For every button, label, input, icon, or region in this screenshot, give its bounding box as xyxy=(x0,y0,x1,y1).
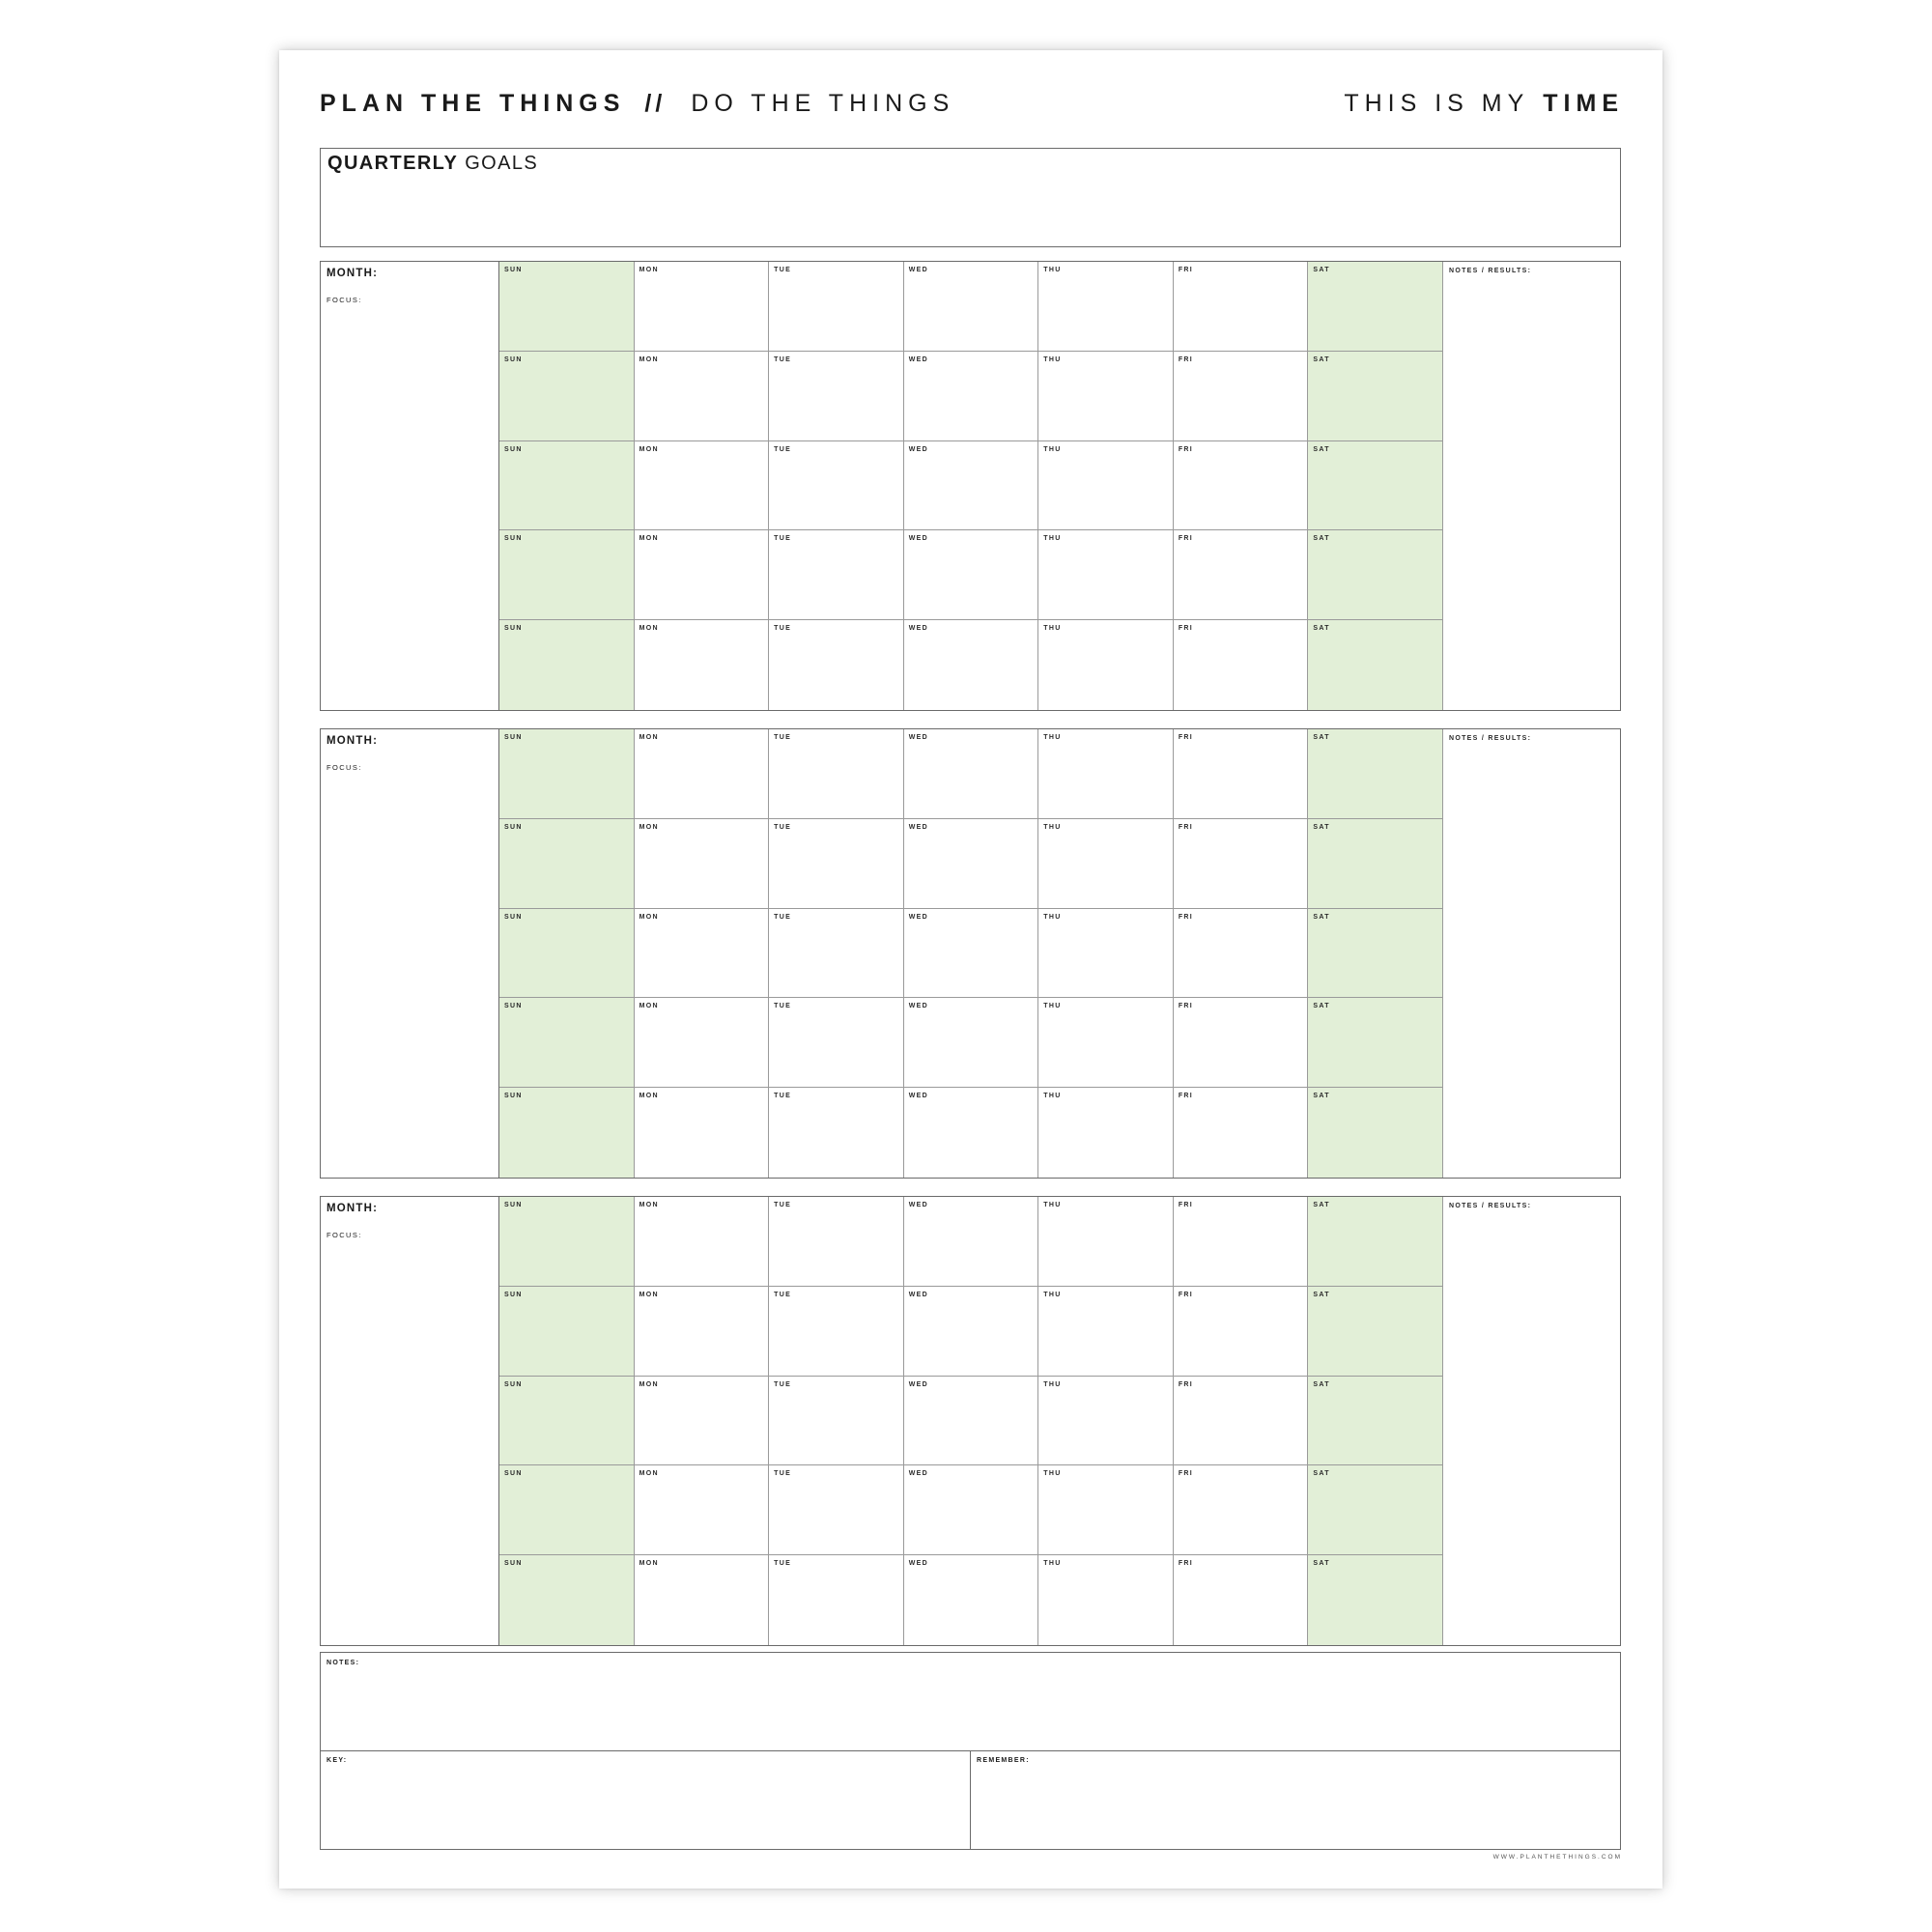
header-do-text: DO THE THINGS xyxy=(691,89,955,117)
day-cell[interactable] xyxy=(769,262,904,352)
day-cell[interactable] xyxy=(1038,819,1174,909)
day-label: SUN xyxy=(504,823,523,831)
day-label: THU xyxy=(1043,1202,1062,1208)
day-cell[interactable] xyxy=(904,1465,1039,1555)
day-label: SAT xyxy=(1313,445,1330,453)
day-label: MON xyxy=(639,355,659,363)
day-cell[interactable] xyxy=(1174,441,1309,531)
day-cell[interactable] xyxy=(635,262,770,352)
day-label: WED xyxy=(908,1380,928,1388)
day-label: TUE xyxy=(774,1003,792,1010)
day-cell[interactable] xyxy=(769,620,904,710)
day-label: SUN xyxy=(504,913,523,921)
day-label: THU xyxy=(1043,267,1062,273)
header-this-is-my-text: THIS IS MY xyxy=(1344,89,1530,117)
day-cell[interactable] xyxy=(1038,1465,1174,1555)
day-cell[interactable] xyxy=(499,909,635,999)
day-label: MON xyxy=(639,734,659,741)
day-label: TUE xyxy=(774,1291,792,1298)
day-label: FRI xyxy=(1178,1291,1194,1298)
notes-results-label: NOTES / RESULTS: xyxy=(1449,735,1532,742)
day-cell[interactable] xyxy=(499,352,635,441)
day-cell[interactable] xyxy=(904,1197,1039,1287)
day-cell[interactable] xyxy=(769,819,904,909)
day-cell[interactable] xyxy=(769,441,904,531)
day-cell[interactable] xyxy=(635,352,770,441)
day-label: SUN xyxy=(504,1560,523,1568)
day-cell[interactable] xyxy=(1308,1465,1443,1555)
day-cell[interactable] xyxy=(769,998,904,1088)
day-cell[interactable] xyxy=(1038,1377,1174,1466)
day-cell[interactable] xyxy=(1174,819,1309,909)
day-cell[interactable] xyxy=(904,1377,1039,1466)
day-cell[interactable] xyxy=(499,1088,635,1178)
day-label: FRI xyxy=(1178,1470,1194,1478)
day-cell[interactable] xyxy=(1308,441,1443,531)
day-label: MON xyxy=(639,1093,659,1100)
day-label: TUE xyxy=(774,267,792,273)
day-label: WED xyxy=(908,823,928,831)
day-cell[interactable] xyxy=(1174,909,1309,999)
header-left xyxy=(320,90,954,118)
month-block xyxy=(320,261,1621,711)
day-label: SUN xyxy=(504,355,523,363)
day-cell[interactable] xyxy=(1308,909,1443,999)
planner-header xyxy=(320,87,1624,120)
day-cell[interactable] xyxy=(1308,1377,1443,1466)
focus-label: FOCUS: xyxy=(327,1231,362,1239)
day-label: SAT xyxy=(1313,1202,1330,1208)
month-block xyxy=(320,728,1621,1179)
day-label: TUE xyxy=(774,1093,792,1100)
day-label: MON xyxy=(639,1380,659,1388)
day-cell[interactable] xyxy=(1174,729,1309,819)
day-label: WED xyxy=(908,734,928,741)
day-label: TUE xyxy=(774,1560,792,1568)
day-label: THU xyxy=(1043,913,1062,921)
day-cell[interactable] xyxy=(499,1555,635,1645)
day-cell[interactable] xyxy=(499,441,635,531)
notes-results-panel[interactable] xyxy=(1443,1197,1620,1645)
day-label: FRI xyxy=(1178,625,1194,633)
day-cell[interactable] xyxy=(1174,1555,1309,1645)
day-label: TUE xyxy=(774,913,792,921)
day-cell[interactable] xyxy=(769,1287,904,1377)
day-cell[interactable] xyxy=(1308,1197,1443,1287)
quarterly-goals-title-light: GOALS xyxy=(465,153,539,174)
day-cell[interactable] xyxy=(1174,1088,1309,1178)
day-cell[interactable] xyxy=(635,620,770,710)
day-cell[interactable] xyxy=(769,1465,904,1555)
quarterly-goals-box[interactable] xyxy=(320,148,1621,247)
day-label: FRI xyxy=(1178,1560,1194,1568)
month-block xyxy=(320,1196,1621,1646)
website-url: WWW.PLANTHETHINGS.COM xyxy=(1492,1854,1622,1861)
day-cell[interactable] xyxy=(1174,620,1309,710)
day-cell[interactable] xyxy=(769,1197,904,1287)
day-cell[interactable] xyxy=(1174,530,1309,620)
month-side-panel[interactable] xyxy=(321,262,499,710)
day-label: TUE xyxy=(774,1470,792,1478)
day-cell[interactable] xyxy=(769,1377,904,1466)
month-label: MONTH: xyxy=(327,1203,379,1214)
day-label: TUE xyxy=(774,734,792,741)
day-cell[interactable] xyxy=(904,1555,1039,1645)
month-label: MONTH: xyxy=(327,268,379,279)
day-label: SAT xyxy=(1313,1560,1330,1568)
day-label: THU xyxy=(1043,823,1062,831)
day-label: SUN xyxy=(504,734,523,741)
day-label: MON xyxy=(639,1470,659,1478)
day-label: THU xyxy=(1043,1003,1062,1010)
day-cell[interactable] xyxy=(769,530,904,620)
day-label: FRI xyxy=(1178,1003,1194,1010)
day-label: TUE xyxy=(774,355,792,363)
day-label: SAT xyxy=(1313,1093,1330,1100)
day-label: FRI xyxy=(1178,1380,1194,1388)
notes-results-panel[interactable] xyxy=(1443,729,1620,1178)
key-box[interactable] xyxy=(321,1751,971,1849)
day-label: TUE xyxy=(774,1202,792,1208)
day-cell[interactable] xyxy=(904,262,1039,352)
day-cell[interactable] xyxy=(1174,1197,1309,1287)
day-label: WED xyxy=(908,535,928,543)
day-label: MON xyxy=(639,535,659,543)
month-label: MONTH: xyxy=(327,735,379,747)
header-plan-text: PLAN THE THINGS xyxy=(320,89,626,117)
day-label: SAT xyxy=(1313,1470,1330,1478)
focus-label: FOCUS: xyxy=(327,296,362,304)
header-right xyxy=(1344,90,1624,118)
day-label: SUN xyxy=(504,625,523,633)
day-cell[interactable] xyxy=(1308,262,1443,352)
day-label: THU xyxy=(1043,734,1062,741)
day-label: WED xyxy=(908,355,928,363)
day-cell[interactable] xyxy=(1038,729,1174,819)
day-cell[interactable] xyxy=(635,1088,770,1178)
day-cell[interactable] xyxy=(499,819,635,909)
month-side-panel[interactable] xyxy=(321,1197,499,1645)
day-cell[interactable] xyxy=(769,909,904,999)
day-label: WED xyxy=(908,267,928,273)
day-cell[interactable] xyxy=(1308,998,1443,1088)
day-label: MON xyxy=(639,1291,659,1298)
day-cell[interactable] xyxy=(1174,1287,1309,1377)
day-label: THU xyxy=(1043,1560,1062,1568)
day-cell[interactable] xyxy=(904,998,1039,1088)
day-cell[interactable] xyxy=(1308,1555,1443,1645)
day-label: SAT xyxy=(1313,267,1330,273)
day-label: SUN xyxy=(504,1291,523,1298)
day-cell[interactable] xyxy=(635,729,770,819)
day-label: MON xyxy=(639,267,659,273)
day-label: WED xyxy=(908,1003,928,1010)
day-cell[interactable] xyxy=(904,620,1039,710)
calendar-grid xyxy=(499,262,1443,710)
day-label: SUN xyxy=(504,1470,523,1478)
day-label: WED xyxy=(908,913,928,921)
day-cell[interactable] xyxy=(499,262,635,352)
day-cell[interactable] xyxy=(769,1088,904,1178)
day-cell[interactable] xyxy=(904,441,1039,531)
planner-sheet xyxy=(279,50,1662,1889)
notes-results-label: NOTES / RESULTS: xyxy=(1449,268,1532,274)
day-label: THU xyxy=(1043,625,1062,633)
day-label: THU xyxy=(1043,535,1062,543)
day-label: TUE xyxy=(774,445,792,453)
day-cell[interactable] xyxy=(1308,1088,1443,1178)
notes-label: NOTES: xyxy=(327,1660,360,1666)
day-label: SAT xyxy=(1313,913,1330,921)
day-label: FRI xyxy=(1178,445,1194,453)
day-label: WED xyxy=(908,1470,928,1478)
day-label: SAT xyxy=(1313,535,1330,543)
day-label: WED xyxy=(908,1291,928,1298)
day-label: TUE xyxy=(774,1380,792,1388)
day-cell[interactable] xyxy=(1038,620,1174,710)
remember-label: REMEMBER: xyxy=(977,1757,1030,1764)
day-cell[interactable] xyxy=(635,1555,770,1645)
day-label: FRI xyxy=(1178,355,1194,363)
day-cell[interactable] xyxy=(1174,1377,1309,1466)
day-label: THU xyxy=(1043,445,1062,453)
day-cell[interactable] xyxy=(1038,1197,1174,1287)
day-cell[interactable] xyxy=(1174,1465,1309,1555)
day-cell[interactable] xyxy=(1038,530,1174,620)
day-cell[interactable] xyxy=(904,352,1039,441)
day-label: WED xyxy=(908,445,928,453)
day-cell[interactable] xyxy=(1038,909,1174,999)
remember-box[interactable] xyxy=(971,1751,1620,1849)
day-cell[interactable] xyxy=(1308,352,1443,441)
day-cell[interactable] xyxy=(499,1377,635,1466)
day-label: THU xyxy=(1043,1093,1062,1100)
day-label: MON xyxy=(639,445,659,453)
day-label: THU xyxy=(1043,355,1062,363)
day-label: TUE xyxy=(774,823,792,831)
day-cell[interactable] xyxy=(769,729,904,819)
key-label: KEY: xyxy=(327,1757,348,1764)
day-cell[interactable] xyxy=(635,1377,770,1466)
day-label: FRI xyxy=(1178,734,1194,741)
day-label: SUN xyxy=(504,445,523,453)
day-cell[interactable] xyxy=(1308,620,1443,710)
day-cell[interactable] xyxy=(904,729,1039,819)
day-cell[interactable] xyxy=(499,1465,635,1555)
day-cell[interactable] xyxy=(1174,352,1309,441)
notes-box[interactable] xyxy=(321,1653,1620,1751)
day-cell[interactable] xyxy=(1308,729,1443,819)
day-label: MON xyxy=(639,913,659,921)
day-label: FRI xyxy=(1178,267,1194,273)
day-label: TUE xyxy=(774,535,792,543)
day-label: FRI xyxy=(1178,913,1194,921)
day-label: SUN xyxy=(504,1003,523,1010)
day-label: THU xyxy=(1043,1291,1062,1298)
header-separator: // xyxy=(644,89,667,117)
day-cell[interactable] xyxy=(904,819,1039,909)
focus-label: FOCUS: xyxy=(327,763,362,772)
day-cell[interactable] xyxy=(635,998,770,1088)
day-label: SUN xyxy=(504,1202,523,1208)
calendar-grid xyxy=(499,1197,1443,1645)
day-label: THU xyxy=(1043,1380,1062,1388)
quarterly-goals-title-bold: QUARTERLY xyxy=(327,153,459,174)
day-cell[interactable] xyxy=(1038,1287,1174,1377)
day-label: MON xyxy=(639,1202,659,1208)
day-cell[interactable] xyxy=(499,1197,635,1287)
day-cell[interactable] xyxy=(1038,1088,1174,1178)
day-cell[interactable] xyxy=(1308,530,1443,620)
day-label: SAT xyxy=(1313,1003,1330,1010)
day-cell[interactable] xyxy=(635,1465,770,1555)
day-label: SUN xyxy=(504,535,523,543)
day-label: SAT xyxy=(1313,355,1330,363)
day-cell[interactable] xyxy=(499,530,635,620)
day-cell[interactable] xyxy=(499,998,635,1088)
day-label: FRI xyxy=(1178,823,1194,831)
day-cell[interactable] xyxy=(635,441,770,531)
day-label: SUN xyxy=(504,1093,523,1100)
day-label: THU xyxy=(1043,1470,1062,1478)
day-label: TUE xyxy=(774,625,792,633)
day-label: SUN xyxy=(504,267,523,273)
day-label: SAT xyxy=(1313,823,1330,831)
day-cell[interactable] xyxy=(499,620,635,710)
day-label: MON xyxy=(639,823,659,831)
bottom-section xyxy=(320,1652,1621,1850)
day-cell[interactable] xyxy=(635,909,770,999)
day-cell[interactable] xyxy=(769,352,904,441)
day-cell[interactable] xyxy=(904,909,1039,999)
day-cell[interactable] xyxy=(1038,1555,1174,1645)
day-label: FRI xyxy=(1178,1093,1194,1100)
day-label: SAT xyxy=(1313,1380,1330,1388)
day-cell[interactable] xyxy=(1038,998,1174,1088)
day-cell[interactable] xyxy=(904,1287,1039,1377)
day-label: WED xyxy=(908,1202,928,1208)
day-cell[interactable] xyxy=(1174,262,1309,352)
day-cell[interactable] xyxy=(1174,998,1309,1088)
day-label: FRI xyxy=(1178,535,1194,543)
day-cell[interactable] xyxy=(499,1287,635,1377)
day-label: SAT xyxy=(1313,734,1330,741)
day-label: FRI xyxy=(1178,1202,1194,1208)
day-cell[interactable] xyxy=(499,729,635,819)
day-label: SUN xyxy=(504,1380,523,1388)
day-label: MON xyxy=(639,1560,659,1568)
header-time-text: TIME xyxy=(1543,89,1624,117)
day-cell[interactable] xyxy=(635,819,770,909)
day-label: WED xyxy=(908,1560,928,1568)
day-cell[interactable] xyxy=(635,1197,770,1287)
day-cell[interactable] xyxy=(1308,819,1443,909)
day-label: MON xyxy=(639,1003,659,1010)
month-side-panel[interactable] xyxy=(321,729,499,1178)
day-label: SAT xyxy=(1313,1291,1330,1298)
notes-results-panel[interactable] xyxy=(1443,262,1620,710)
calendar-grid xyxy=(499,729,1443,1178)
day-label: WED xyxy=(908,1093,928,1100)
day-cell[interactable] xyxy=(1038,352,1174,441)
day-cell[interactable] xyxy=(1038,262,1174,352)
day-cell[interactable] xyxy=(635,1287,770,1377)
day-cell[interactable] xyxy=(635,530,770,620)
notes-results-label: NOTES / RESULTS: xyxy=(1449,1203,1532,1209)
day-cell[interactable] xyxy=(1038,441,1174,531)
day-label: SAT xyxy=(1313,625,1330,633)
day-cell[interactable] xyxy=(904,530,1039,620)
day-cell[interactable] xyxy=(904,1088,1039,1178)
day-cell[interactable] xyxy=(1308,1287,1443,1377)
day-label: MON xyxy=(639,625,659,633)
day-label: WED xyxy=(908,625,928,633)
day-cell[interactable] xyxy=(769,1555,904,1645)
